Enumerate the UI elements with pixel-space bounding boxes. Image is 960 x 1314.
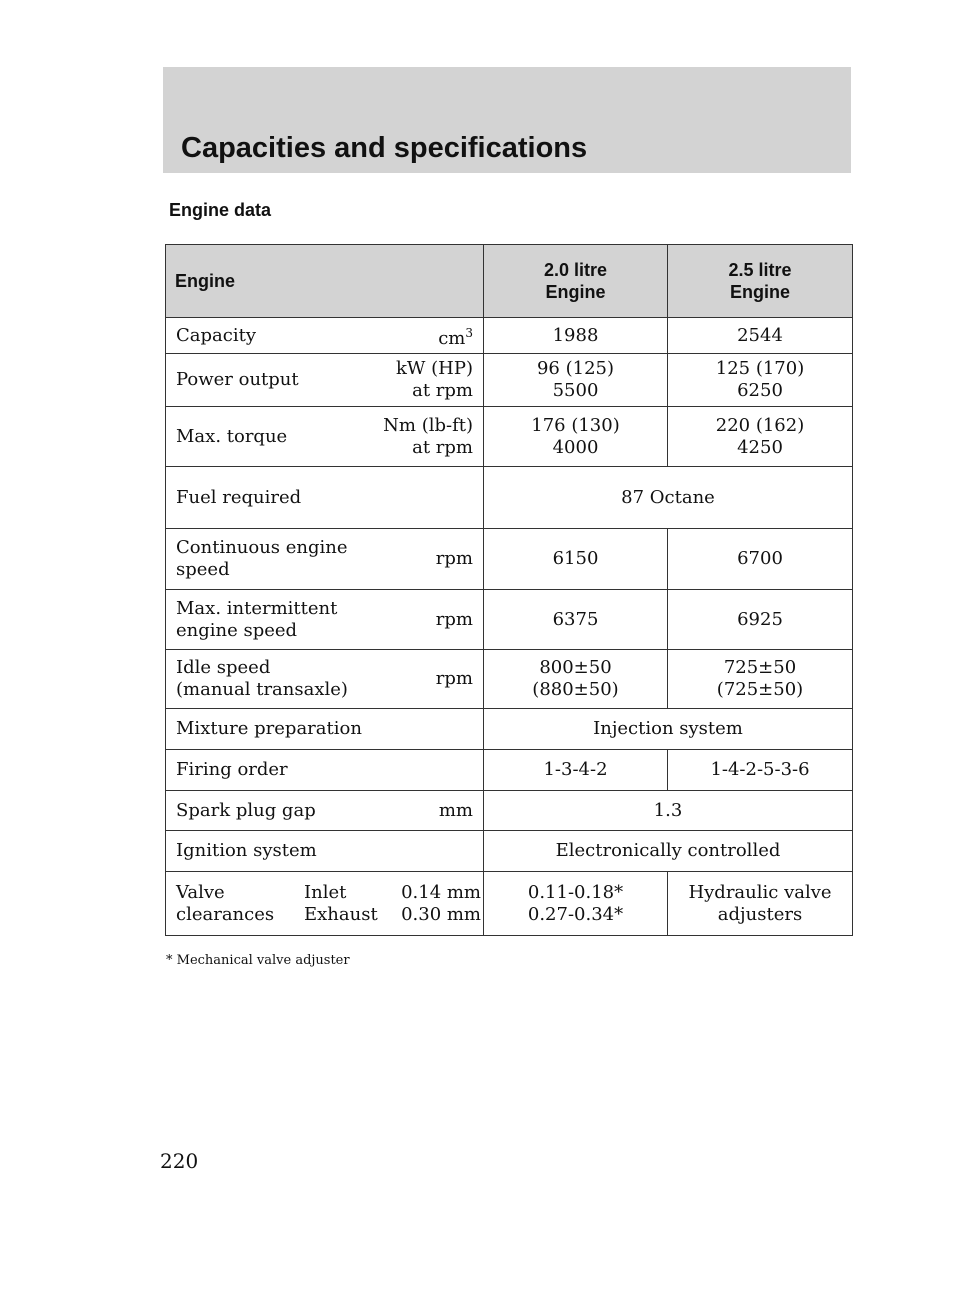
cell-2-5: 125 (170) 6250: [668, 354, 853, 407]
table-row-capacity: [166, 318, 853, 354]
table-row-firing: [166, 750, 853, 791]
cell-2-0: 800±50 (880±50): [484, 650, 668, 709]
row-label: Max. intermittent engine speed: [176, 597, 338, 641]
cell-2-5: 725±50 (725±50): [668, 650, 853, 709]
cell-2-0: 6150: [484, 529, 668, 590]
table-row-idle: [166, 650, 853, 709]
row-label: Valve clearances: [176, 881, 275, 925]
cell-2-0: 6375: [484, 590, 668, 650]
cell-2-5: Hydraulic valve adjusters: [668, 872, 853, 936]
cell-2-0: 1-3-4-2: [484, 750, 668, 791]
header-2-0-line1: 2.0 litre: [543, 260, 608, 280]
table-row-continuous: [166, 529, 853, 590]
cell-2-0: 96 (125) 5500: [484, 354, 668, 407]
page-number: 220: [160, 1149, 199, 1173]
row-label: Max. torque: [176, 425, 288, 447]
row-unit: $cm^3$: [438, 325, 473, 349]
row-unit: kW (HP) at rpm: [396, 358, 473, 401]
section-title: Engine data: [169, 200, 272, 220]
cell-merged: Electronically controlled: [484, 831, 853, 872]
cell-2-5: 220 (162) 4250: [668, 407, 853, 467]
cell-merged: 87 Octane: [484, 467, 853, 529]
header-2-5-line2: Engine: [729, 282, 790, 302]
table-row-intermittent: [166, 590, 853, 650]
row-unit: mm: [438, 799, 473, 821]
table-row-valve: [166, 872, 853, 936]
cell-2-5: 6925: [668, 590, 853, 650]
row-unit: rpm: [435, 608, 473, 630]
table-header-row: [166, 245, 853, 318]
row-label: Idle speed (manual transaxle): [176, 657, 348, 700]
row-label: Capacity: [176, 324, 256, 346]
table-row-ignition: [166, 831, 853, 872]
table-row-mixture: [166, 709, 853, 750]
row-label: Spark plug gap: [176, 799, 316, 821]
row-label: Power output: [176, 369, 299, 390]
footnote: * Mechanical valve adjuster: [166, 953, 350, 968]
table-row-torque: [166, 407, 853, 467]
cell-2-0: 176 (130) 4000: [484, 407, 668, 467]
cell-2-0: 1988: [484, 318, 668, 354]
row-label: Ignition system: [166, 831, 484, 872]
header-2-5-litre: [668, 245, 853, 318]
row-unit: Nm (lb-ft) at rpm: [383, 414, 473, 458]
page-title: Capacities and specifications: [181, 132, 588, 164]
cell-2-5: 2544: [668, 318, 853, 354]
header-engine: Engine: [166, 245, 484, 318]
row-unit: rpm: [435, 548, 473, 569]
cell-2-5: 1-4-2-5-3-6: [668, 750, 853, 791]
table-row-power: [166, 354, 853, 407]
row-label: Fuel required: [166, 467, 484, 529]
row-unit: rpm: [435, 668, 473, 689]
cell-merged: Injection system: [484, 709, 853, 750]
row-label: Continuous engine speed: [176, 537, 348, 580]
header-2-5-line1: 2.5 litre: [728, 260, 792, 280]
header-2-0-litre: [484, 245, 668, 318]
table-row-fuel: [166, 467, 853, 529]
table-row-spark: [166, 791, 853, 831]
valve-value: 0.14 mm 0.30 mm: [401, 881, 481, 925]
cell-2-0: 0.11-0.18* 0.27-0.34*: [484, 872, 668, 936]
cell-merged: 1.3: [484, 791, 853, 831]
valve-type: Inlet Exhaust: [304, 881, 378, 925]
cell-2-5: 6700: [668, 529, 853, 590]
row-label: Mixture preparation: [166, 709, 484, 750]
header-2-0-line2: Engine: [545, 282, 606, 302]
engine-data-table: [165, 244, 853, 936]
row-label: Firing order: [166, 750, 484, 791]
